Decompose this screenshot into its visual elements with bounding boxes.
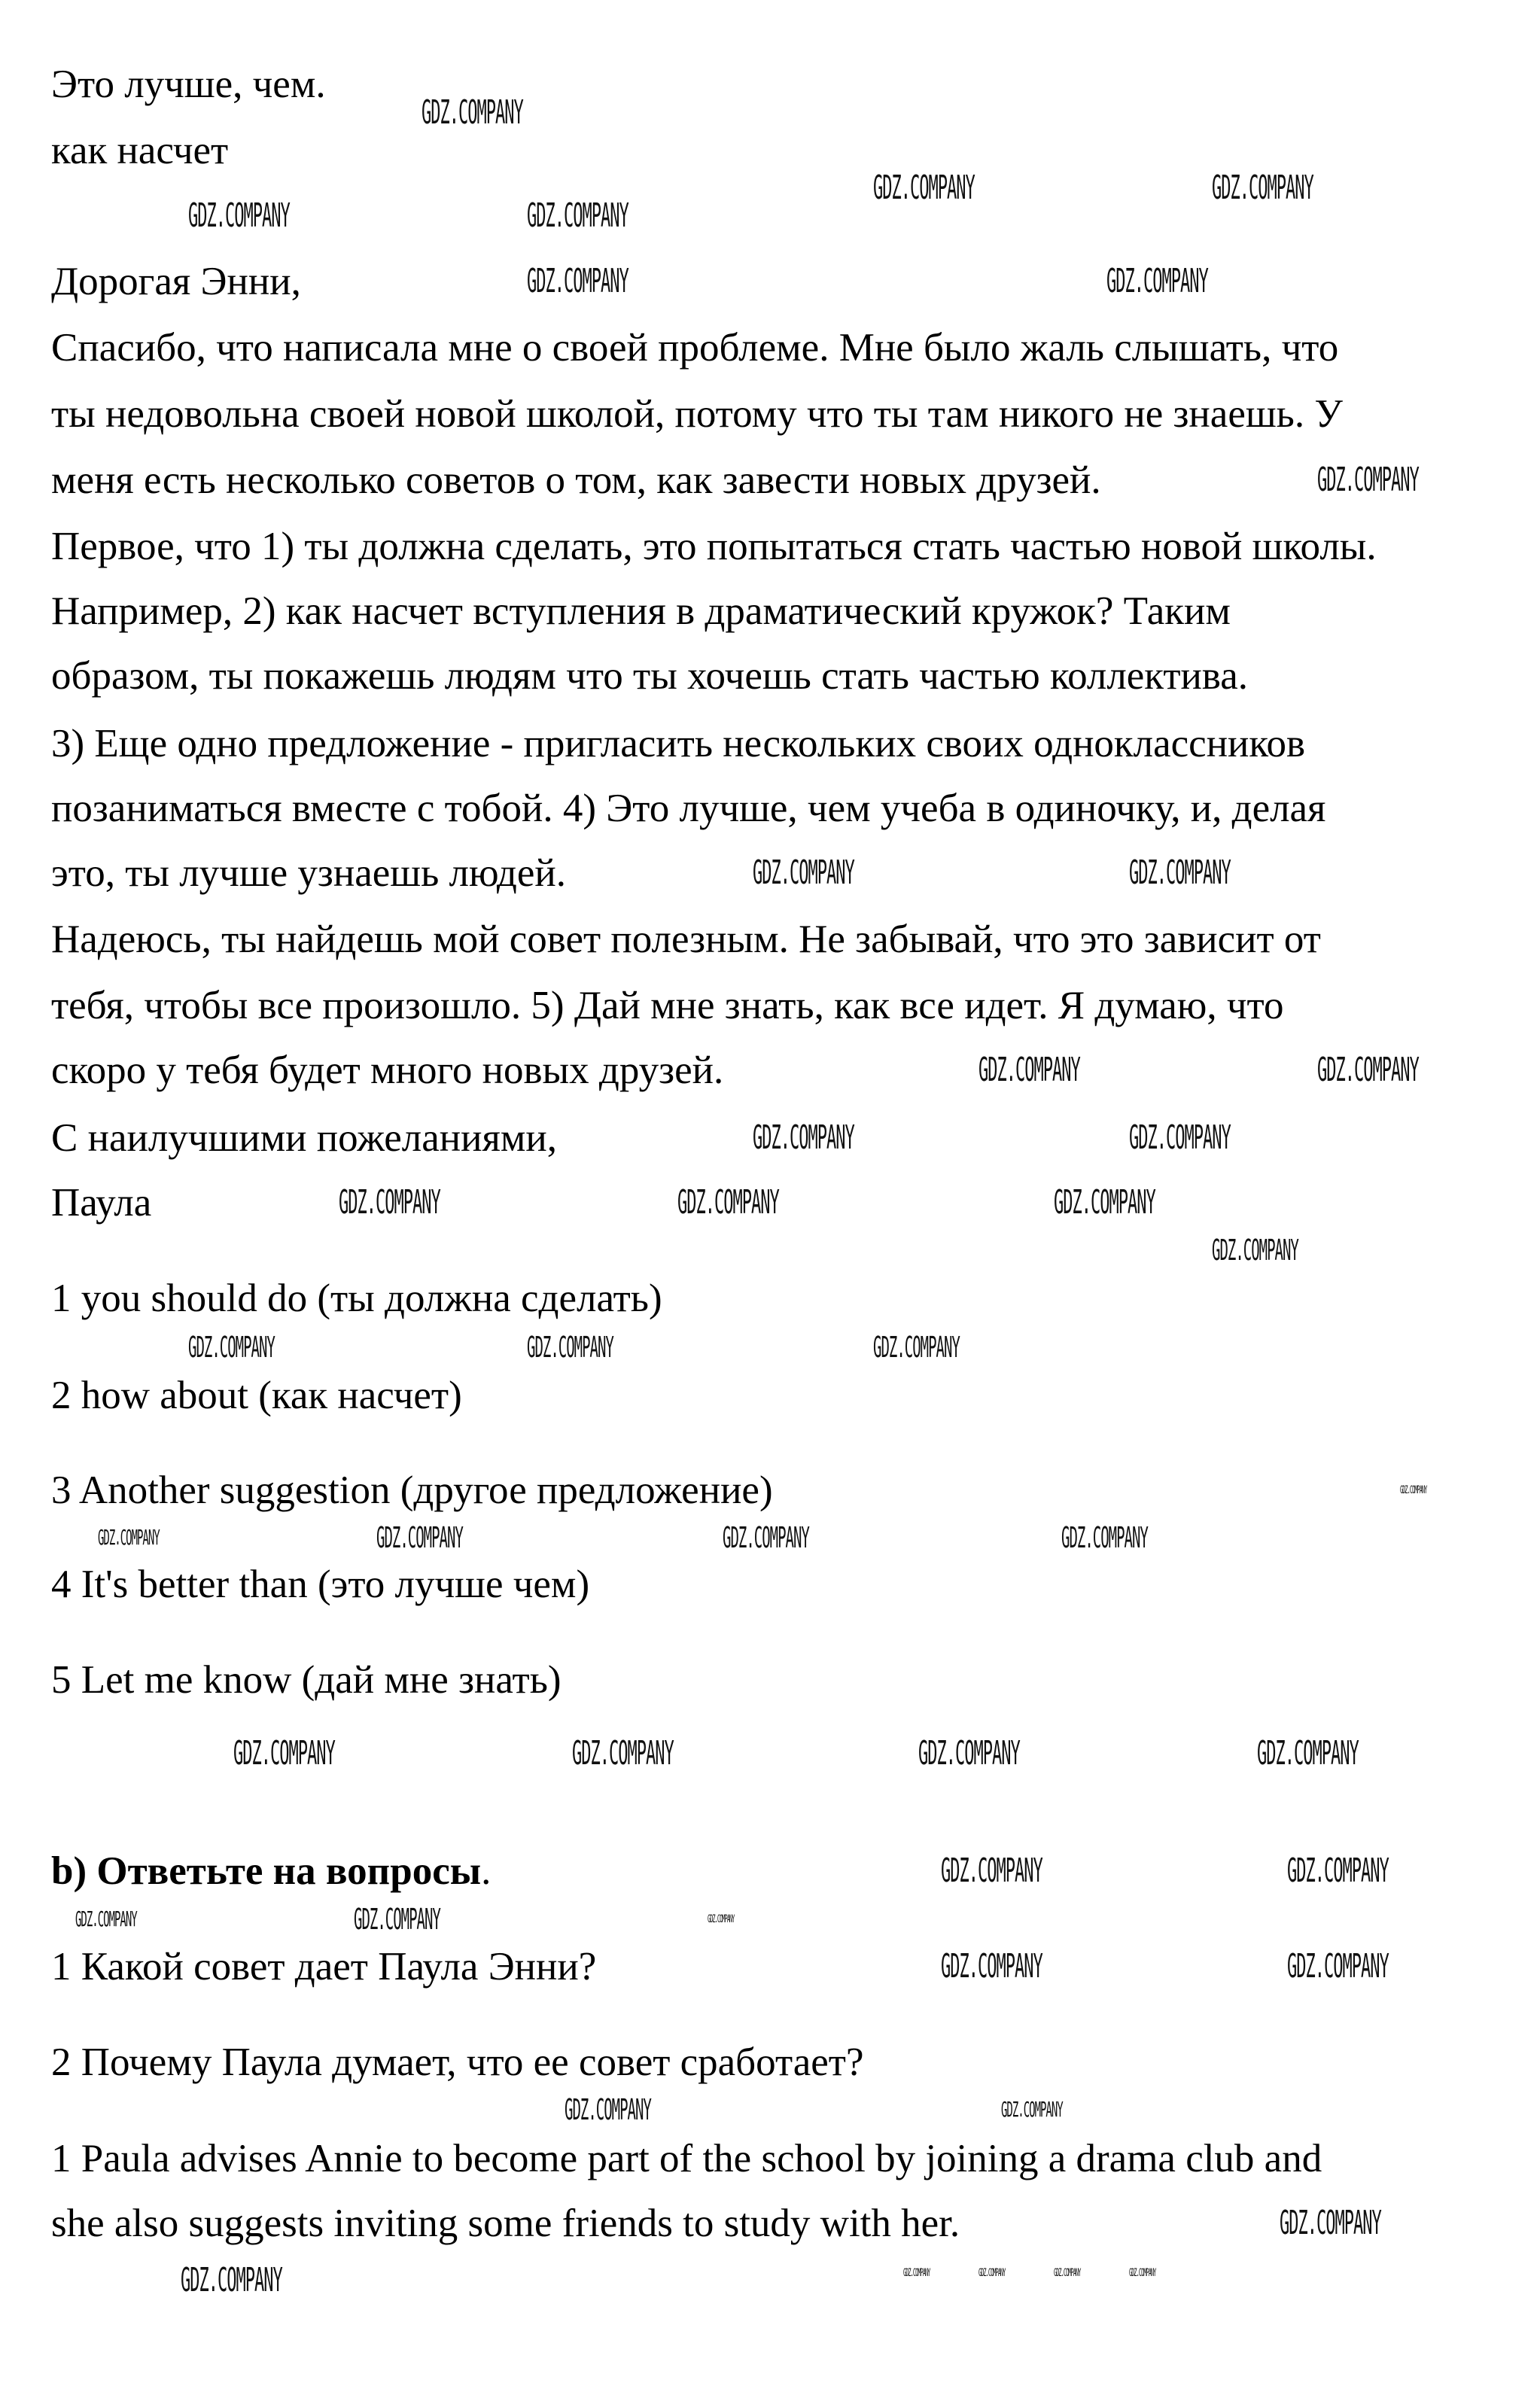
watermark-text: GDZ.COMPANY: [1054, 2267, 1081, 2279]
watermark-text: GDZ.COMPANY: [339, 1183, 440, 1222]
watermark-text: GDZ.COMPANY: [98, 1525, 160, 1550]
letter-greeting: Дорогая Энни,: [51, 260, 301, 303]
answer-a-item: 4 It's better than (это лучше чем): [51, 1563, 590, 1606]
watermark-text: GDZ.COMPANY: [233, 1734, 335, 1773]
watermark-text: GDZ.COMPANY: [376, 1521, 463, 1554]
letter-line: образом, ты покажешь людям что ты хочешь стать частью коллектива.: [51, 654, 1248, 698]
watermark-text: GDZ.COMPANY: [181, 2261, 282, 2299]
phrase-line: как насчет: [51, 129, 229, 172]
watermark-text: GDZ.COMPANY: [1287, 1947, 1389, 1986]
answer-a-item: 2 how about (как насчет): [51, 1374, 462, 1417]
watermark-text: GDZ.COMPANY: [572, 1734, 674, 1773]
watermark-text: GDZ.COMPANY: [188, 1331, 275, 1364]
watermark-text: GDZ.COMPANY: [1106, 262, 1208, 300]
watermark-text: GDZ.COMPANY: [1317, 461, 1419, 499]
question-item: 1 Какой совет дает Паула Энни?: [51, 1945, 597, 1989]
answer-b-line: 1 Paula advises Annie to become part of the school by joining a drama club and: [51, 2137, 1322, 2180]
watermark-text: GDZ.COMPANY: [978, 2267, 1006, 2279]
watermark-text: GDZ.COMPANY: [873, 169, 975, 207]
watermark-text: GDZ.COMPANY: [1317, 1051, 1419, 1089]
watermark-text: GDZ.COMPANY: [978, 1051, 1080, 1089]
watermark-text: GDZ.COMPANY: [188, 196, 290, 235]
watermark-text: GDZ.COMPANY: [1129, 854, 1231, 892]
watermark-text: GDZ.COMPANY: [1001, 2097, 1063, 2122]
watermark-text: GDZ.COMPANY: [1212, 1234, 1298, 1267]
watermark-text: GDZ.COMPANY: [708, 1913, 735, 1925]
section-b-title: b) Ответьте на вопросы: [51, 1849, 482, 1893]
watermark-text: GDZ.COMPANY: [903, 2267, 930, 2279]
letter-line: 3) Еще одно предложение - пригласить нескольких своих одноклассников: [51, 722, 1306, 765]
phrase-line: Это лучше, чем.: [51, 62, 326, 106]
section-b-heading: [51, 1849, 491, 1894]
watermark-text: GDZ.COMPANY: [1280, 2204, 1381, 2242]
letter-line: Первое, что 1) ты должна сделать, это попытаться стать частью новой школы.: [51, 525, 1377, 568]
letter-closing: С наилучшими пожеланиями,: [51, 1116, 557, 1160]
watermark-text: GDZ.COMPANY: [1061, 1521, 1148, 1554]
watermark-text: GDZ.COMPANY: [75, 1906, 137, 1931]
watermark-text: GDZ.COMPANY: [1212, 169, 1313, 207]
letter-line: Спасибо, что написала мне о своей проблеме. Мне было жаль слышать, что: [51, 326, 1339, 370]
letter-line: позаниматься вместе с тобой. 4) Это лучше, чем учеба в одиночку, и, делая: [51, 787, 1326, 830]
answer-a-item: 1 you should do (ты должна сделать): [51, 1277, 662, 1320]
watermark-text: GDZ.COMPANY: [723, 1521, 809, 1554]
letter-line: Надеюсь, ты найдешь мой совет полезным. Не забывай, что это зависит от: [51, 917, 1321, 961]
watermark-text: GDZ.COMPANY: [941, 1852, 1042, 1890]
letter-line: тебя, чтобы все произошло. 5) Дай мне знать, как все идет. Я думаю, что: [51, 984, 1284, 1027]
watermark-text: GDZ.COMPANY: [527, 196, 628, 235]
watermark-text: GDZ.COMPANY: [753, 854, 854, 892]
answer-a-item: 3 Another suggestion (другое предложение): [51, 1468, 773, 1512]
watermark-text: GDZ.COMPANY: [527, 262, 628, 300]
letter-line: меня есть несколько советов о том, как завести новых друзей.: [51, 458, 1101, 502]
answer-a-item: 5 Let me know (дай мне знать): [51, 1658, 562, 1702]
letter-line: это, ты лучше узнаешь людей.: [51, 851, 566, 895]
watermark-text: GDZ.COMPANY: [1287, 1852, 1389, 1890]
watermark-text: GDZ.COMPANY: [1257, 1734, 1359, 1773]
watermark-text: GDZ.COMPANY: [1129, 2267, 1156, 2279]
letter-line: скоро у тебя будет много новых друзей.: [51, 1048, 724, 1092]
watermark-text: GDZ.COMPANY: [873, 1331, 960, 1364]
section-b-title-end: .: [481, 1849, 492, 1893]
watermark-text: GDZ.COMPANY: [941, 1947, 1042, 1986]
watermark-text: GDZ.COMPANY: [527, 1331, 613, 1364]
watermark-text: GDZ.COMPANY: [1129, 1118, 1231, 1157]
answer-b-line: she also suggests inviting some friends to study with her.: [51, 2202, 960, 2245]
question-item: 2 Почему Паула думает, что ее совет сработает?: [51, 2040, 864, 2084]
watermark-text: GDZ.COMPANY: [422, 93, 523, 132]
watermark-text: GDZ.COMPANY: [677, 1183, 779, 1222]
watermark-text: GDZ.COMPANY: [1400, 1484, 1427, 1496]
watermark-text: GDZ.COMPANY: [753, 1118, 854, 1157]
letter-signature: Паула: [51, 1181, 152, 1225]
letter-line: ты недовольна своей новой школой, потому что ты там никого не знаешь. У: [51, 392, 1343, 436]
watermark-text: GDZ.COMPANY: [1054, 1183, 1155, 1222]
letter-line: Например, 2) как насчет вступления в драматический кружок? Таким: [51, 589, 1231, 633]
watermark-text: GDZ.COMPANY: [354, 1903, 440, 1936]
watermark-text: GDZ.COMPANY: [918, 1734, 1020, 1773]
watermark-text: GDZ.COMPANY: [565, 2093, 651, 2126]
